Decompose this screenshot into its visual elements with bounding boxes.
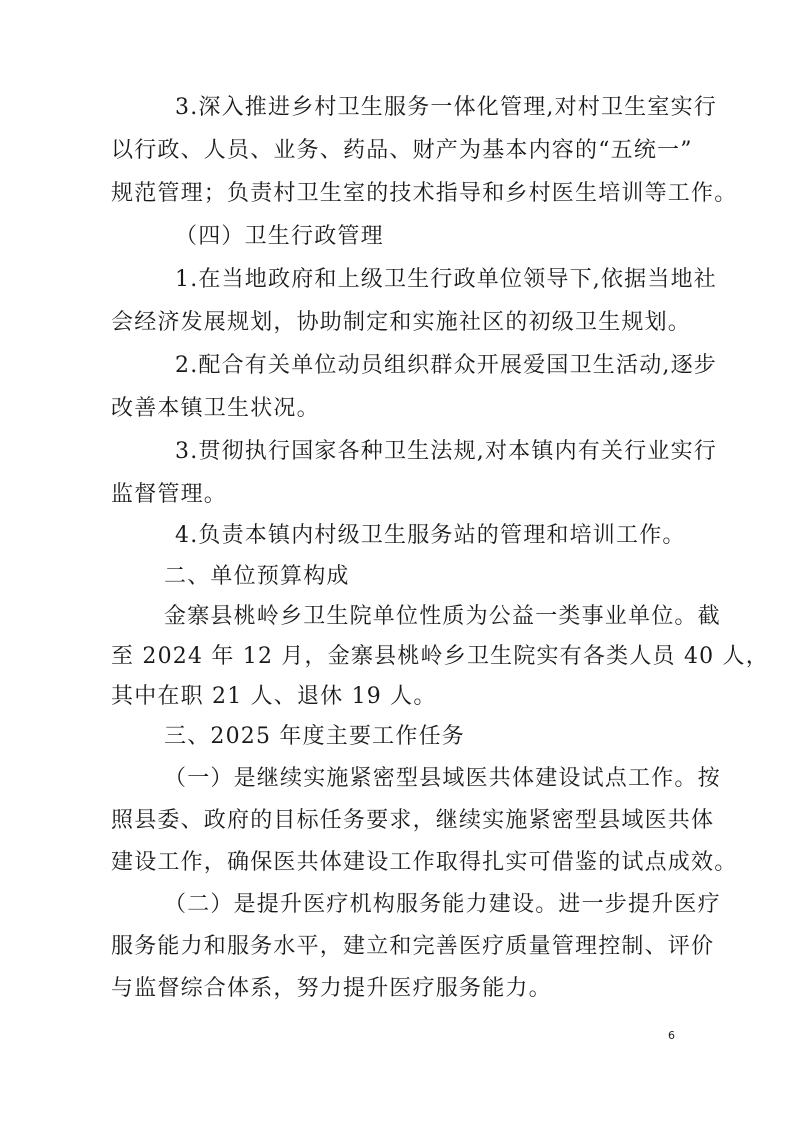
text-line: 3.深入推进乡村卫生服务一体化管理,对村卫生室实行: [175, 95, 717, 120]
text-line: 其中在职 21 人、退休 19 人。: [111, 684, 437, 709]
text-line: 与监督综合体系，努力提升医疗服务能力。: [111, 976, 552, 1001]
text-line: 1.在当地政府和上级卫生行政单位领导下,依据当地社: [175, 267, 717, 292]
text-line: （二）是提升医疗机构服务能力建设。进一步提升医疗: [164, 892, 721, 917]
text-line: （一）是继续实施紧密型县域医共体建设试点工作。按: [164, 766, 721, 791]
text-line: 照县委、政府的目标任务要求，继续实施紧密型县域医共体: [111, 808, 715, 833]
section-heading: 二、单位预算构成: [164, 564, 350, 589]
text-line: 服务能力和服务水平，建立和完善医疗质量管理控制、评价: [111, 934, 715, 959]
text-line: 规范管理；负责村卫生室的技术指导和乡村医生培训等工作。: [111, 181, 738, 206]
text-line: 以行政、人员、业务、药品、财产为基本内容的“五统一”: [111, 138, 693, 163]
text-line: 金寨县桃岭乡卫生院单位性质为公益一类事业单位。截: [164, 604, 721, 629]
text-line: 2.配合有关单位动员组织群众开展爱国卫生活动,逐步: [175, 353, 717, 378]
section-heading: （四）卫生行政管理: [175, 224, 384, 249]
text-line: 改善本镇卫生状况。: [111, 396, 320, 421]
page-number: 6: [668, 1029, 675, 1042]
text-line: 4.负责本镇内村级卫生服务站的管理和培训工作。: [175, 523, 686, 548]
text-line: 3.贯彻执行国家各种卫生法规,对本镇内有关行业实行: [175, 439, 717, 464]
text-line: 会经济发展规划，协助制定和实施社区的初级卫生规划。: [111, 310, 692, 335]
text-line: 监督管理。: [111, 482, 228, 507]
text-line: 至 2024 年 12 月，金寨县桃岭乡卫生院实有各类人员 40 人，: [111, 644, 769, 669]
section-heading: 三、2025 年度主要工作任务: [164, 724, 465, 749]
text-line: 建设工作，确保医共体建设工作取得扎实可借鉴的试点成效。: [111, 850, 738, 875]
